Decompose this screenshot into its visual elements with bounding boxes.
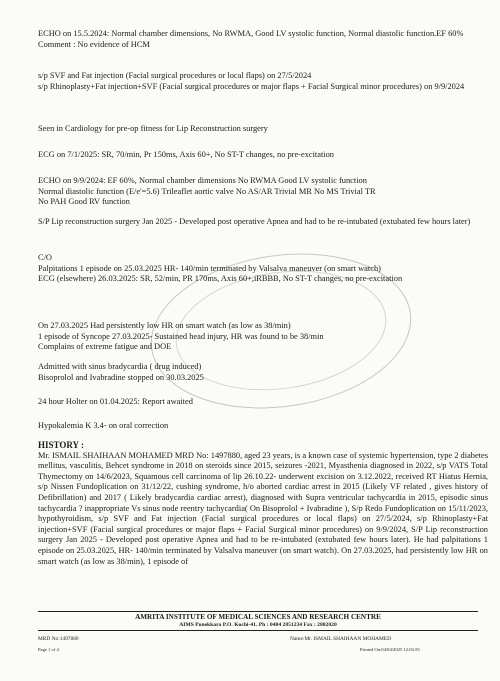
history-text: Mr. ISMAIL SHAIHAAN MOHAMED MRD No: 1497880, aged 23 years, is a known case of systemic hypertension, type 2 diabetes mellitus, vasculitis, Behcet syndrome in 2018 on steroids since 2015, seizures -2021, Myasthenia diagnosed in 2022, s/p VATS Total Thymectomy on 14/6/2023, Squamous cell carcinoma of lip 26.10.22- underwent excision on 3.12.2022, received RT Hiatus Hernia, s/p Nissen Fundoplication on 31/12/22, cushing syndrome, h/o aborted cardiac arrest in 2015 (Likely VF related , gives history of Defibrillation) and 2017 ( Likely bradycardia cardiac arrest), diagnosed with Supra ventricular tachycardia in 2015, episodic sinus tachycardia ? inappropriate Vs sinus node reentry tachycardia( On Bisoprolol + Ivabradine ), S/p Redo Fundoplication on 15/11/2023, hypothyroidism, s/p SVF and Fat injection (Facial surgical procedures or local flaps) on 27/5/2024, s/p Rhinoplasty+Fat injection+SVF (Facial surgical procedures or major flaps + Facial Surgical minor procedures) on 9/9/2024, S/P Lip reconstruction surgery Jan 2025 - Developed post operative Apnea and had to be re-intubated (extubated few hours later). He had palpitations 1 episode on 25.03.2025, HR- 140/min terminated by Valsalva maneuver (on smart watch). On 27.03.2025, had persistently low HR on smart watch (as low as 38/min), 1 episode of: [38, 450, 488, 566]
text-line: s/p Rhinoplasty+Fat injection+SVF (Facial surgical procedures or major flaps + Facial Surgical minor procedures) on 9/9/2024: [38, 81, 465, 91]
holter-note: [38, 397, 488, 408]
admission-block: [38, 362, 488, 383]
text-line: Bisoprolol and Ivabradine stopped on 30.03.2025: [38, 372, 204, 382]
text-line: ECG on 7/1/2025: SR, 70/min, Pr 150ms, Axis 60+, No ST-T changes, no pre-excitation: [38, 150, 334, 159]
cardiology-note: [38, 124, 488, 135]
text-line: 24 hour Holter on 01.04.2025: Report awaited: [38, 397, 193, 406]
hypokalemia-note: [38, 421, 488, 432]
echo-2024-05: [38, 29, 488, 50]
text-line: ECHO on 15.5.2024: Normal chamber dimensions, No RWMA, Good LV systolic function, Normal diastolic function.EF 60%: [38, 29, 464, 38]
institute-name: AMRITA INSTITUTE OF MEDICAL SCIENCES AND RESEARCH CENTRE: [135, 613, 381, 621]
text-line: Complains of extreme fatigue and DOE: [38, 342, 172, 352]
text-line: Comment : No evidence of HCM: [38, 39, 150, 49]
institute-address: AIMS Ponekkara P.O. Kochi-41. Ph : 0484 2851234 Fax : 2802020: [179, 622, 337, 628]
history-section: [38, 440, 488, 567]
text-line: Admitted with sinus bradycardia ( drug induced): [38, 362, 202, 371]
footer-divider: [38, 611, 478, 612]
text-line: S/P Lip reconstruction surgery Jan 2025 - Developed post operative Apnea and had to be re-intubated (extubated few hours later): [38, 217, 471, 226]
history-heading: HISTORY :: [38, 440, 84, 450]
lip-surgery-note: [38, 217, 488, 228]
text-line: ECHO on 9/9/2024: EF 60%, Normal chamber dimensions No RWMA Good LV systolic function: [38, 176, 367, 185]
text-line: ECG (elsewhere) 26.03.2025: SR, 52/min, PR 170ms, Axis 60+,iRBBB, No ST-T changes, no pre-excitation: [38, 274, 403, 284]
page-number: Page 1 of 4: [38, 647, 59, 652]
complaints-block: [38, 253, 488, 285]
syncope-block: [38, 321, 488, 353]
text-line: Seen in Cardiology for pre-op fitness for Lip Reconstruction surgery: [38, 124, 268, 133]
printed-timestamp: Printed On:04/04/2025 12:03:55: [360, 647, 420, 652]
text-line: Hypokalemia K 3.4- on oral correction: [38, 421, 169, 430]
footer-divider-bottom: [38, 630, 478, 631]
text-line: No PAH Good RV function: [38, 197, 130, 207]
ecg-2025-01: [38, 150, 488, 161]
text-line: Palpitations 1 episode on 25.03.2025 HR- 140/min terminated by Valsalva maneuver (on smart watch): [38, 263, 381, 273]
echo-2024-09: [38, 176, 488, 208]
text-line: s/p SVF and Fat injection (Facial surgical procedures or local flaps) on 27/5/2024: [38, 71, 312, 80]
text-line: On 27.03.2025 Had persistently low HR on smart watch (as low as 38/min): [38, 321, 291, 330]
text-line: C/O: [38, 253, 52, 262]
text-line: 1 episode of Syncope 27.03.2025- Sustained head injury, HR was found to be 38/min: [38, 331, 324, 341]
text-line: Normal diastolic function (E/e'=5.6) Trileaflet aortic valve No AS/AR Trivial MR No MS Trivial TR: [38, 186, 376, 196]
procedures-block: [38, 71, 488, 92]
patient-name: Name:Mr. ISMAIL SHAIHAAN MOHAMED: [290, 636, 392, 642]
mrd-number: MRD No:1497880: [38, 636, 79, 642]
